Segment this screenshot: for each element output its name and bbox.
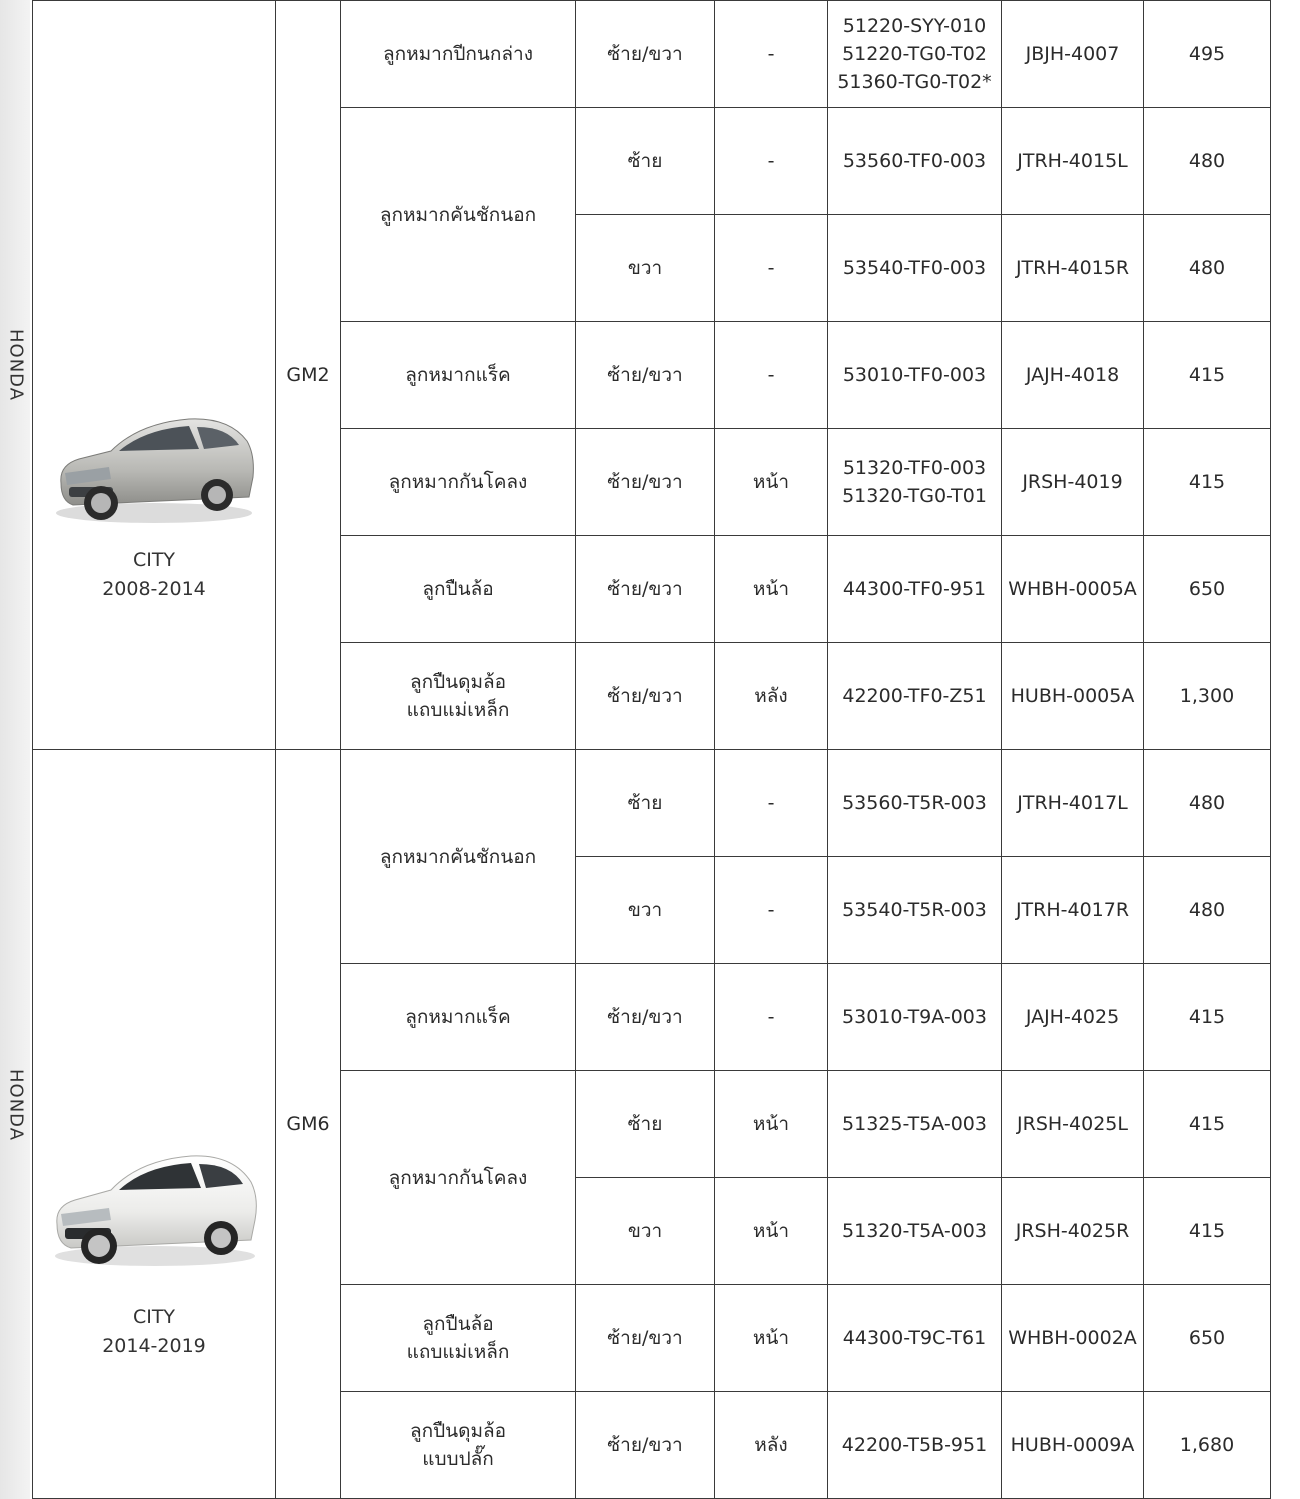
brand-label: HONDA [5,1068,27,1142]
side: ซ้าย [576,108,715,215]
position: - [715,857,828,964]
side: ซ้าย/ขวา [576,1,715,108]
part-name: ลูกหมากแร็ค [341,322,576,429]
side: ซ้าย [576,1071,715,1178]
price: 1,680 [1144,1392,1271,1499]
position: - [715,322,828,429]
side: ขวา [576,215,715,322]
part-name: ลูกปืนล้อ [341,536,576,643]
side: ซ้าย/ขวา [576,322,715,429]
oem-number: 53010-T9A-003 [828,964,1002,1071]
part-name: ลูกปืนล้อ แถบแม่เหล็ก [341,1285,576,1392]
part-code: JTRH-4015R [1002,215,1144,322]
oem-number: 44300-TF0-951 [828,536,1002,643]
position: หน้า [715,1178,828,1285]
part-code: HUBH-0009A [1002,1392,1144,1499]
part-name: ลูกหมากแร็ค [341,964,576,1071]
part-code: JRSH-4025R [1002,1178,1144,1285]
chassis-code: GM2 [276,1,341,750]
side: ซ้าย/ขวา [576,536,715,643]
oem-number: 42200-TF0-Z51 [828,643,1002,750]
oem-number: 44300-T9C-T61 [828,1285,1002,1392]
price: 480 [1144,108,1271,215]
price: 480 [1144,215,1271,322]
chassis-code: GM6 [276,750,341,1499]
parts-table [32,0,1271,1499]
price: 415 [1144,322,1271,429]
part-code: JRSH-4019 [1002,429,1144,536]
side: ขวา [576,1178,715,1285]
part-code: WHBH-0002A [1002,1285,1144,1392]
oem-number: 53010-TF0-003 [828,322,1002,429]
oem-number: 53540-T5R-003 [828,857,1002,964]
part-code: JTRH-4015L [1002,108,1144,215]
side: ซ้าย/ขวา [576,1392,715,1499]
oem-number: 53560-T5R-003 [828,750,1002,857]
oem-number: 51325-T5A-003 [828,1071,1002,1178]
side: ขวา [576,857,715,964]
price: 415 [1144,1178,1271,1285]
brand-label: HONDA [5,328,27,402]
side: ซ้าย/ขวา [576,964,715,1071]
side: ซ้าย [576,750,715,857]
oem-number: 42200-T5B-951 [828,1392,1002,1499]
part-name: ลูกหมากกันโคลง [341,1071,576,1285]
price: 415 [1144,429,1271,536]
price: 1,300 [1144,643,1271,750]
price: 480 [1144,857,1271,964]
position: หลัง [715,643,828,750]
part-name: ลูกหมากคันชักนอก [341,750,576,964]
model-years: 2014-2019 [102,1334,206,1357]
part-code: JRSH-4025L [1002,1071,1144,1178]
part-code: JAJH-4018 [1002,322,1144,429]
model-cell [33,1,276,750]
position: หน้า [715,536,828,643]
table-row [33,1,1271,108]
position: หน้า [715,429,828,536]
price: 415 [1144,1071,1271,1178]
price: 650 [1144,1285,1271,1392]
part-code: JTRH-4017R [1002,857,1144,964]
model-cell [33,750,276,1499]
car-image-white-sedan [47,1138,262,1273]
model-years: 2008-2014 [102,578,206,600]
table-row [33,750,1271,857]
left-margin-strip [0,0,30,1499]
part-name: ลูกหมากปีกนกล่าง [341,1,576,108]
model-name: CITY [132,549,176,571]
part-code: JTRH-4017L [1002,750,1144,857]
part-code: HUBH-0005A [1002,643,1144,750]
oem-number: 53540-TF0-003 [828,215,1002,322]
car-image-silver-sedan [49,401,259,531]
position: หน้า [715,1071,828,1178]
position: - [715,750,828,857]
position: หน้า [715,1285,828,1392]
price: 495 [1144,1,1271,108]
side: ซ้าย/ขวา [576,1285,715,1392]
model-name: CITY [132,1305,176,1328]
price: 480 [1144,750,1271,857]
side: ซ้าย/ขวา [576,643,715,750]
oem-number: 51320-TF0-003 51320-TG0-T01 [828,429,1002,536]
price: 650 [1144,536,1271,643]
side: ซ้าย/ขวา [576,429,715,536]
part-code: JAJH-4025 [1002,964,1144,1071]
position: - [715,1,828,108]
part-name: ลูกปืนดุมล้อ แบบปลั๊ก [341,1392,576,1499]
oem-number: 51320-T5A-003 [828,1178,1002,1285]
oem-number: 51220-SYY-010 51220-TG0-T02 51360-TG0-T02* [828,1,1002,108]
position: - [715,215,828,322]
part-name: ลูกหมากคันชักนอก [341,108,576,322]
part-code: JBJH-4007 [1002,1,1144,108]
position: หลัง [715,1392,828,1499]
price: 415 [1144,964,1271,1071]
oem-number: 53560-TF0-003 [828,108,1002,215]
position: - [715,964,828,1071]
part-name: ลูกหมากกันโคลง [341,429,576,536]
part-name: ลูกปืนดุมล้อ แถบแม่เหล็ก [341,643,576,750]
position: - [715,108,828,215]
part-code: WHBH-0005A [1002,536,1144,643]
